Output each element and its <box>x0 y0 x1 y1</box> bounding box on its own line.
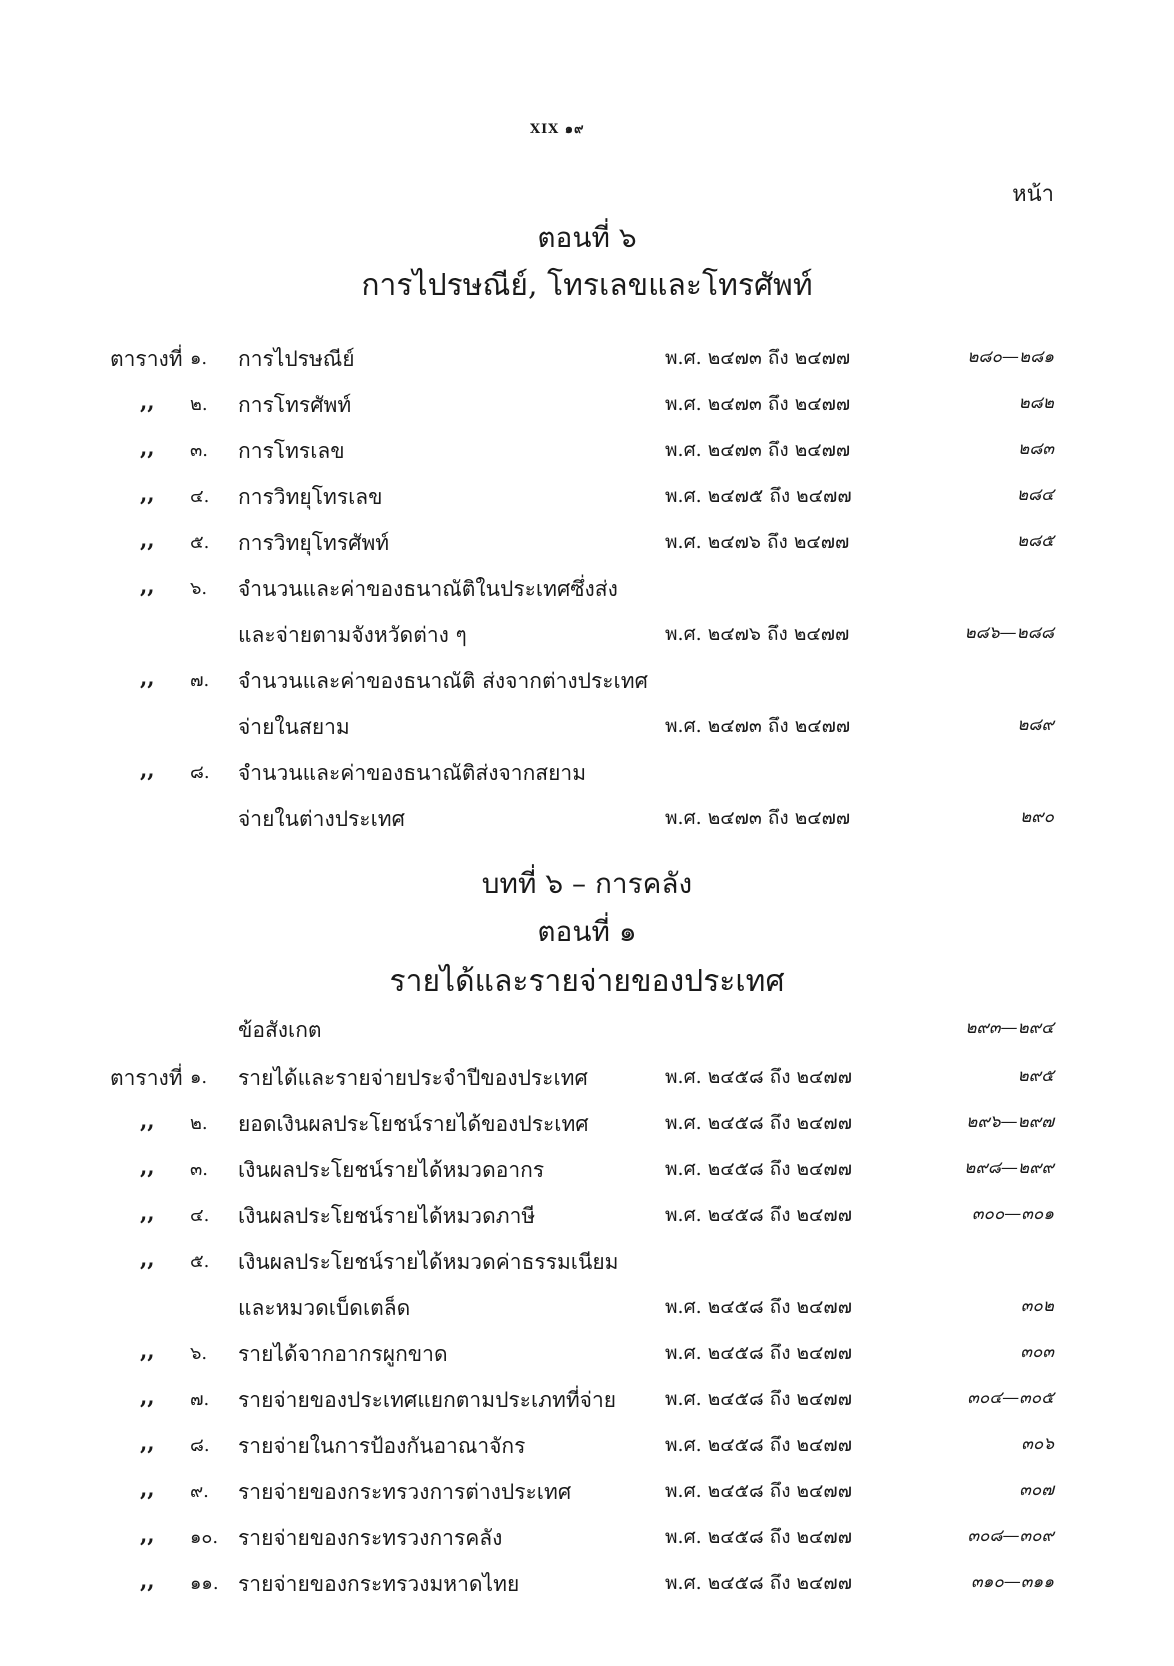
table-title: จำนวนและค่าของธนาณัติ ส่งจากต่างประเทศ <box>238 669 648 693</box>
toc-row <box>0 1516 1174 1556</box>
table-title: การวิทยุโทรเลข <box>238 485 383 509</box>
toc-row <box>0 1194 1174 1234</box>
table-number: ๕. <box>190 1251 210 1272</box>
toc-row <box>0 429 1174 469</box>
table-number: ๖. <box>190 1343 208 1364</box>
page-reference: ๓๐๗ <box>1019 1480 1054 1500</box>
note-page: ๒๙๓—๒๙๔ <box>965 1018 1054 1038</box>
table-number: ๒. <box>190 1113 208 1134</box>
year-range: พ.ศ. ๒๔๗๕ ถึง ๒๔๗๗ <box>665 485 852 507</box>
toc-row <box>0 797 1174 837</box>
page-reference: ๓๐๖ <box>1021 1434 1054 1454</box>
table-title: จ่ายในต่างประเทศ <box>238 807 405 831</box>
year-range: พ.ศ. ๒๔๕๘ ถึง ๒๔๗๗ <box>665 1296 852 1318</box>
table-label: ,, <box>140 389 155 414</box>
page-reference: ๒๙๘—๒๙๙ <box>964 1158 1054 1178</box>
table-number: ๑๐. <box>190 1527 219 1548</box>
page-reference: ๒๙๐ <box>1019 807 1054 827</box>
table-number: ๓. <box>190 440 209 461</box>
page-reference: ๓๐๔—๓๐๕ <box>967 1388 1054 1408</box>
page-reference: ๓๐๓ <box>1020 1342 1054 1362</box>
table-number: ๔. <box>190 486 210 507</box>
toc-row <box>0 751 1174 791</box>
table-label: ตารางที่ <box>110 347 183 371</box>
table-number: ๗. <box>190 670 210 691</box>
table-label: ,, <box>140 1200 155 1225</box>
table-label: ,, <box>140 1430 155 1455</box>
table-label: ,, <box>140 1338 155 1363</box>
year-range: พ.ศ. ๒๔๕๘ ถึง ๒๔๗๗ <box>665 1342 852 1364</box>
table-title: จำนวนและค่าของธนาณัติส่งจากสยาม <box>238 761 587 785</box>
year-range: พ.ศ. ๒๔๗๓ ถึง ๒๔๗๗ <box>665 393 851 415</box>
chapter6-title: รายได้และรายจ่ายของประเทศ <box>389 964 785 999</box>
table-label: ,, <box>140 757 155 782</box>
table-number: ๓. <box>190 1159 209 1180</box>
table-number: ๗. <box>190 1389 210 1410</box>
year-range: พ.ศ. ๒๔๕๘ ถึง ๒๔๗๗ <box>665 1572 852 1594</box>
table-title: การไปรษณีย์ <box>238 347 355 371</box>
table-title: รายจ่ายของกระทรวงการคลัง <box>238 1526 503 1550</box>
toc-row <box>0 705 1174 745</box>
part6-heading: ตอนที่ ๖ <box>537 221 637 254</box>
table-label: ,, <box>140 573 155 598</box>
page-reference: ๒๘๔ <box>1016 485 1054 505</box>
table-title: เงินผลประโยชน์รายได้หมวดภาษี <box>238 1204 536 1228</box>
table-label: ,, <box>140 1108 155 1133</box>
page-reference: ๓๐๘—๓๐๙ <box>967 1526 1054 1546</box>
year-range: พ.ศ. ๒๔๕๘ ถึง ๒๔๗๗ <box>665 1526 852 1548</box>
page-reference: ๒๘๓ <box>1018 439 1054 459</box>
table-number: ๖. <box>190 578 208 599</box>
year-range: พ.ศ. ๒๔๕๘ ถึง ๒๔๗๗ <box>665 1158 852 1180</box>
table-number: ๕. <box>190 532 210 553</box>
year-range: พ.ศ. ๒๔๕๘ ถึง ๒๔๗๗ <box>665 1388 852 1410</box>
table-label: ตารางที่ <box>110 1066 183 1090</box>
table-number: ๙. <box>190 1481 209 1502</box>
toc-row <box>0 337 1174 377</box>
year-range: พ.ศ. ๒๔๗๓ ถึง ๒๔๗๗ <box>665 807 851 829</box>
toc-row <box>0 1102 1174 1142</box>
year-range: พ.ศ. ๒๔๕๘ ถึง ๒๔๗๗ <box>665 1204 852 1226</box>
toc-row <box>0 1148 1174 1188</box>
year-range: พ.ศ. ๒๔๗๖ ถึง ๒๔๗๗ <box>665 531 850 553</box>
toc-row <box>0 613 1174 653</box>
toc-row <box>0 1286 1174 1326</box>
table-label: ,, <box>140 1246 155 1271</box>
page-reference: ๓๑๐—๓๑๑ <box>971 1572 1054 1592</box>
toc-row <box>0 1056 1174 1096</box>
page-reference: ๒๘๒ <box>1018 393 1054 413</box>
chapter6-part-heading: ตอนที่ ๑ <box>537 915 637 948</box>
table-number: ๑. <box>190 1067 208 1088</box>
toc-row <box>0 1332 1174 1372</box>
note-title: ข้อสังเกต <box>238 1018 322 1042</box>
year-range: พ.ศ. ๒๔๕๘ ถึง ๒๔๗๗ <box>665 1066 852 1088</box>
year-range: พ.ศ. ๒๔๕๘ ถึง ๒๔๗๗ <box>665 1112 852 1134</box>
page-reference: ๒๘๙ <box>1017 715 1054 735</box>
page-reference: ๒๘๖—๒๘๘ <box>964 623 1054 643</box>
year-range: พ.ศ. ๒๔๕๘ ถึง ๒๔๗๗ <box>665 1480 852 1502</box>
toc-row <box>0 1240 1174 1280</box>
table-title: รายจ่ายของประเทศแยกตามประเภทที่จ่าย <box>238 1388 617 1412</box>
table-title: รายจ่ายของกระทรวงการต่างประเทศ <box>238 1480 572 1504</box>
page-reference: ๒๙๕ <box>1017 1066 1054 1086</box>
table-label: ,, <box>140 481 155 506</box>
toc-row <box>0 1424 1174 1464</box>
table-number: ๑๑. <box>190 1573 219 1594</box>
part6-title: การไปรษณีย์, โทรเลขและโทรศัพท์ <box>361 268 813 303</box>
table-title: เงินผลประโยชน์รายได้หมวดอากร <box>238 1158 545 1182</box>
table-title: การโทรเลข <box>238 439 345 463</box>
page-number: XIX ๑๙ <box>530 122 585 137</box>
chapter6-heading: บทที่ ๖ – การคลัง <box>481 867 693 900</box>
toc-row <box>0 567 1174 607</box>
table-number: ๘. <box>190 1435 210 1456</box>
toc-row <box>0 1378 1174 1418</box>
toc-row <box>0 659 1174 699</box>
toc-row <box>0 1470 1174 1510</box>
page-reference: ๒๘๐—๒๘๑ <box>967 347 1054 367</box>
toc-row <box>0 383 1174 423</box>
table-label: ,, <box>140 1384 155 1409</box>
table-label: ,, <box>140 1476 155 1501</box>
table-title: จ่ายในสยาม <box>238 715 350 739</box>
table-title: จำนวนและค่าของธนาณัติในประเทศซึ่งส่ง <box>238 577 618 601</box>
toc-row <box>0 521 1174 561</box>
page-reference: ๒๙๖—๒๙๗ <box>966 1112 1054 1132</box>
table-title: การวิทยุโทรศัพท์ <box>238 531 390 555</box>
toc-row <box>0 1562 1174 1602</box>
year-range: พ.ศ. ๒๔๗๓ ถึง ๒๔๗๗ <box>665 347 851 369</box>
table-number: ๑. <box>190 348 208 369</box>
toc-row <box>0 475 1174 515</box>
note-row <box>0 1008 1174 1048</box>
page-column-label: หน้า <box>1012 182 1054 207</box>
table-label: ,, <box>140 1568 155 1593</box>
table-title: และจ่ายตามจังหวัดต่าง ๆ <box>238 623 467 647</box>
table-number: ๒. <box>190 394 208 415</box>
table-label: ,, <box>140 1522 155 1547</box>
year-range: พ.ศ. ๒๔๕๘ ถึง ๒๔๗๗ <box>665 1434 852 1456</box>
table-label: ,, <box>140 665 155 690</box>
table-number: ๘. <box>190 762 210 783</box>
page-reference: ๓๐๒ <box>1020 1296 1054 1316</box>
table-title: รายจ่ายของกระทรวงมหาดไทย <box>238 1572 520 1596</box>
table-label: ,, <box>140 435 155 460</box>
table-title: รายจ่ายในการป้องกันอาณาจักร <box>238 1434 526 1458</box>
table-title: เงินผลประโยชน์รายได้หมวดค่าธรรมเนียม <box>238 1250 619 1274</box>
table-title: ยอดเงินผลประโยชน์รายได้ของประเทศ <box>238 1112 589 1136</box>
page-reference: ๓๐๐—๓๐๑ <box>971 1204 1054 1224</box>
year-range: พ.ศ. ๒๔๗๖ ถึง ๒๔๗๗ <box>665 623 850 645</box>
table-title: และหมวดเบ็ดเตล็ด <box>238 1296 411 1320</box>
table-title: รายได้และรายจ่ายประจำปีของประเทศ <box>238 1066 588 1090</box>
year-range: พ.ศ. ๒๔๗๓ ถึง ๒๔๗๗ <box>665 439 851 461</box>
table-title: การโทรศัพท์ <box>238 393 352 417</box>
year-range: พ.ศ. ๒๔๗๓ ถึง ๒๔๗๗ <box>665 715 851 737</box>
table-label: ,, <box>140 527 155 552</box>
table-title: รายได้จากอากรผูกขาด <box>238 1342 448 1366</box>
table-number: ๔. <box>190 1205 210 1226</box>
page-reference: ๒๘๕ <box>1016 531 1054 551</box>
table-label: ,, <box>140 1154 155 1179</box>
